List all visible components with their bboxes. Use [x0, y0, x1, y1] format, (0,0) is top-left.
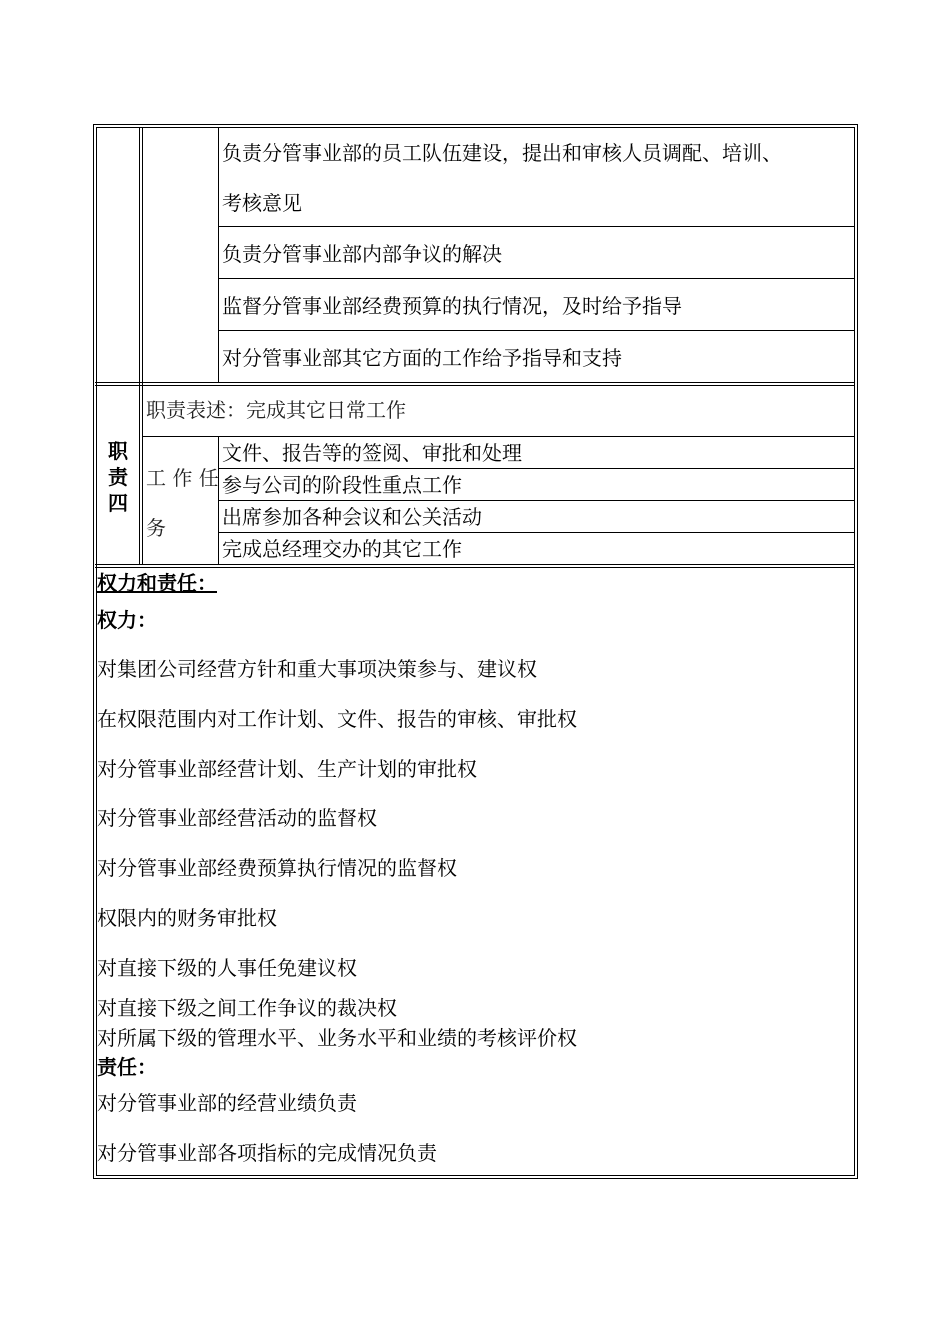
responsibility-item: 对分管事业部各项指标的完成情况负责 — [97, 1141, 437, 1165]
row-divider — [218, 278, 855, 279]
column-divider-1b — [142, 127, 143, 565]
row-divider — [218, 532, 855, 533]
table-cell-text: 负责分管事业部内部争议的解决 — [222, 242, 502, 266]
task-item: 文件、报告等的签阅、审批和处理 — [222, 441, 522, 465]
task-item: 参与公司的阶段性重点工作 — [222, 473, 462, 497]
duty-section-label — [103, 438, 133, 516]
section-divider — [95, 564, 855, 565]
row-divider — [218, 330, 855, 331]
section-divider — [95, 385, 855, 386]
rights-item: 对分管事业部经营活动的监督权 — [97, 806, 377, 830]
row-divider — [218, 500, 855, 501]
document-table — [93, 124, 858, 1179]
responsibility-heading: 责任： — [97, 1055, 157, 1079]
table-cell-text: 监督分管事业部经费预算的执行情况，及时给予指导 — [222, 294, 682, 318]
rights-item: 对所属下级的管理水平、业务水平和业绩的考核评价权 — [97, 1026, 577, 1050]
rights-item: 在权限范围内对工作计划、文件、报告的审核、审批权 — [97, 707, 577, 731]
responsibility-item: 对分管事业部的经营业绩负责 — [97, 1091, 357, 1115]
label-char: 责 — [108, 465, 128, 489]
label-char: 四 — [108, 491, 128, 515]
task-item: 完成总经理交办的其它工作 — [222, 537, 462, 561]
task-item: 出席参加各种会议和公关活动 — [222, 505, 482, 529]
rights-item: 权限内的财务审批权 — [97, 906, 277, 930]
column-divider-1 — [139, 127, 140, 565]
row-divider — [218, 468, 855, 469]
section-divider — [95, 382, 855, 383]
table-cell-text: 考核意见 — [222, 191, 302, 215]
rights-item: 对直接下级的人事任免建议权 — [97, 956, 357, 980]
column-divider-2 — [218, 127, 219, 383]
task-label: 工 作 任 — [146, 466, 219, 490]
table-cell-text: 对分管事业部其它方面的工作给予指导和支持 — [222, 346, 622, 370]
label-char: 职 — [108, 439, 128, 463]
section-divider — [95, 567, 855, 568]
rights-item: 对分管事业部经营计划、生产计划的审批权 — [97, 757, 477, 781]
row-divider — [142, 436, 855, 437]
rights-heading: 权力： — [97, 608, 157, 632]
rights-item: 对直接下级之间工作争议的裁决权 — [97, 996, 397, 1020]
table-cell-text: 负责分管事业部的员工队伍建设，提出和审核人员调配、培训、 — [222, 141, 782, 165]
task-label: 务 — [146, 516, 166, 540]
row-divider — [218, 226, 855, 227]
rights-item: 对分管事业部经费预算执行情况的监督权 — [97, 856, 457, 880]
powers-heading: 权力和责任： — [97, 571, 217, 595]
duty-description: 职责表述：完成其它日常工作 — [146, 398, 406, 422]
rights-item: 对集团公司经营方针和重大事项决策参与、建议权 — [97, 657, 537, 681]
